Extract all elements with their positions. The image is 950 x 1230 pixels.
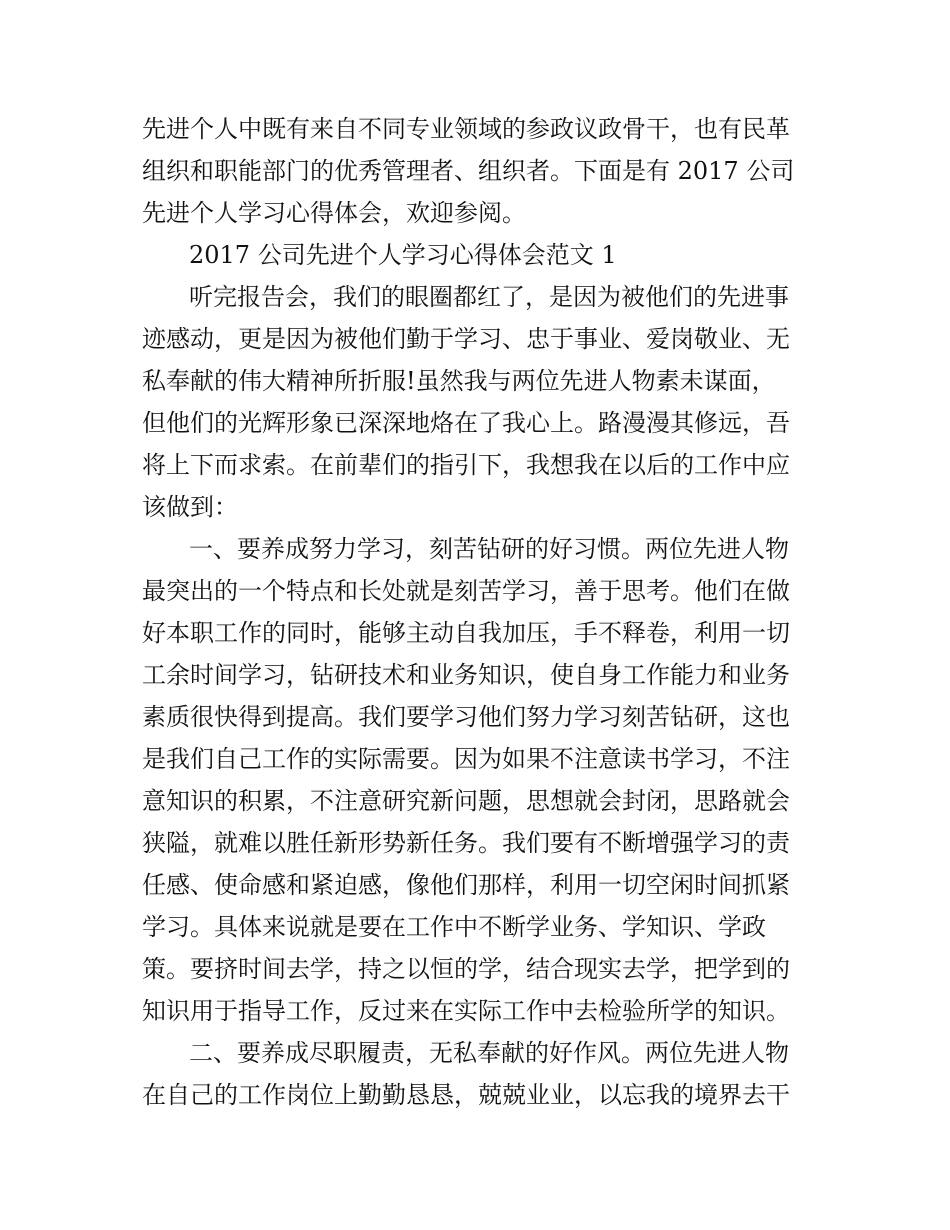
paragraph-line: 先进个人中既有来自不同专业领域的参政议政骨干，也有民革 — [142, 115, 790, 143]
paragraph-line: 迹感动，更是因为被他们勤于学习、忠于事业、爱岗敬业、无 — [142, 325, 790, 353]
section-heading: 2017 公司先进个人学习心得体会范文 1 — [189, 241, 617, 269]
paragraph-line: 工余时间学习，钻研技术和业务知识，使自身工作能力和业务 — [142, 661, 790, 689]
paragraph-line: 好本职工作的同时，能够主动自我加压，手不释卷，利用一切 — [142, 619, 790, 647]
paragraph-line: 学习。具体来说就是要在工作中不断学业务、学知识、学政 — [142, 913, 766, 941]
paragraph-line: 是我们自己工作的实际需要。因为如果不注意读书学习，不注 — [142, 745, 790, 773]
paragraph-line: 意知识的积累，不注意研究新问题，思想就会封闭，思路就会 — [142, 787, 790, 815]
paragraph-line: 知识用于指导工作，反过来在实际工作中去检验所学的知识。 — [142, 997, 790, 1025]
paragraph-line: 私奉献的伟大精神所折服!虽然我与两位先进人物素未谋面， — [142, 367, 776, 395]
paragraph-line: 将上下而求索。在前辈们的指引下，我想我在以后的工作中应 — [142, 451, 790, 479]
paragraph-line: 听完报告会，我们的眼圈都红了，是因为被他们的先进事 — [189, 283, 789, 311]
paragraph-line: 先进个人学习心得体会，欢迎参阅。 — [142, 199, 526, 227]
paragraph-line: 但他们的光辉形象已深深地烙在了我心上。路漫漫其修远，吾 — [142, 409, 790, 437]
paragraph-line: 策。要挤时间去学，持之以恒的学，结合现实去学，把学到的 — [142, 955, 790, 983]
paragraph-line: 该做到： — [142, 493, 238, 521]
paragraph-line: 组织和职能部门的优秀管理者、组织者。下面是有 2017 公司 — [142, 157, 795, 185]
paragraph-line: 最突出的一个特点和长处就是刻苦学习，善于思考。他们在做 — [142, 577, 790, 605]
paragraph-line: 素质很快得到提高。我们要学习他们努力学习刻苦钻研，这也 — [142, 703, 790, 731]
paragraph-line: 狭隘，就难以胜任新形势新任务。我们要有不断增强学习的责 — [142, 829, 790, 857]
paragraph-line: 一、要养成努力学习，刻苦钻研的好习惯。两位先进人物 — [189, 535, 789, 563]
paragraph-line: 在自己的工作岗位上勤勤恳恳，兢兢业业，以忘我的境界去干 — [142, 1081, 790, 1109]
paragraph-line: 二、要养成尽职履责，无私奉献的好作风。两位先进人物 — [189, 1039, 789, 1067]
paragraph-line: 任感、使命感和紧迫感，像他们那样，利用一切空闲时间抓紧 — [142, 871, 790, 899]
